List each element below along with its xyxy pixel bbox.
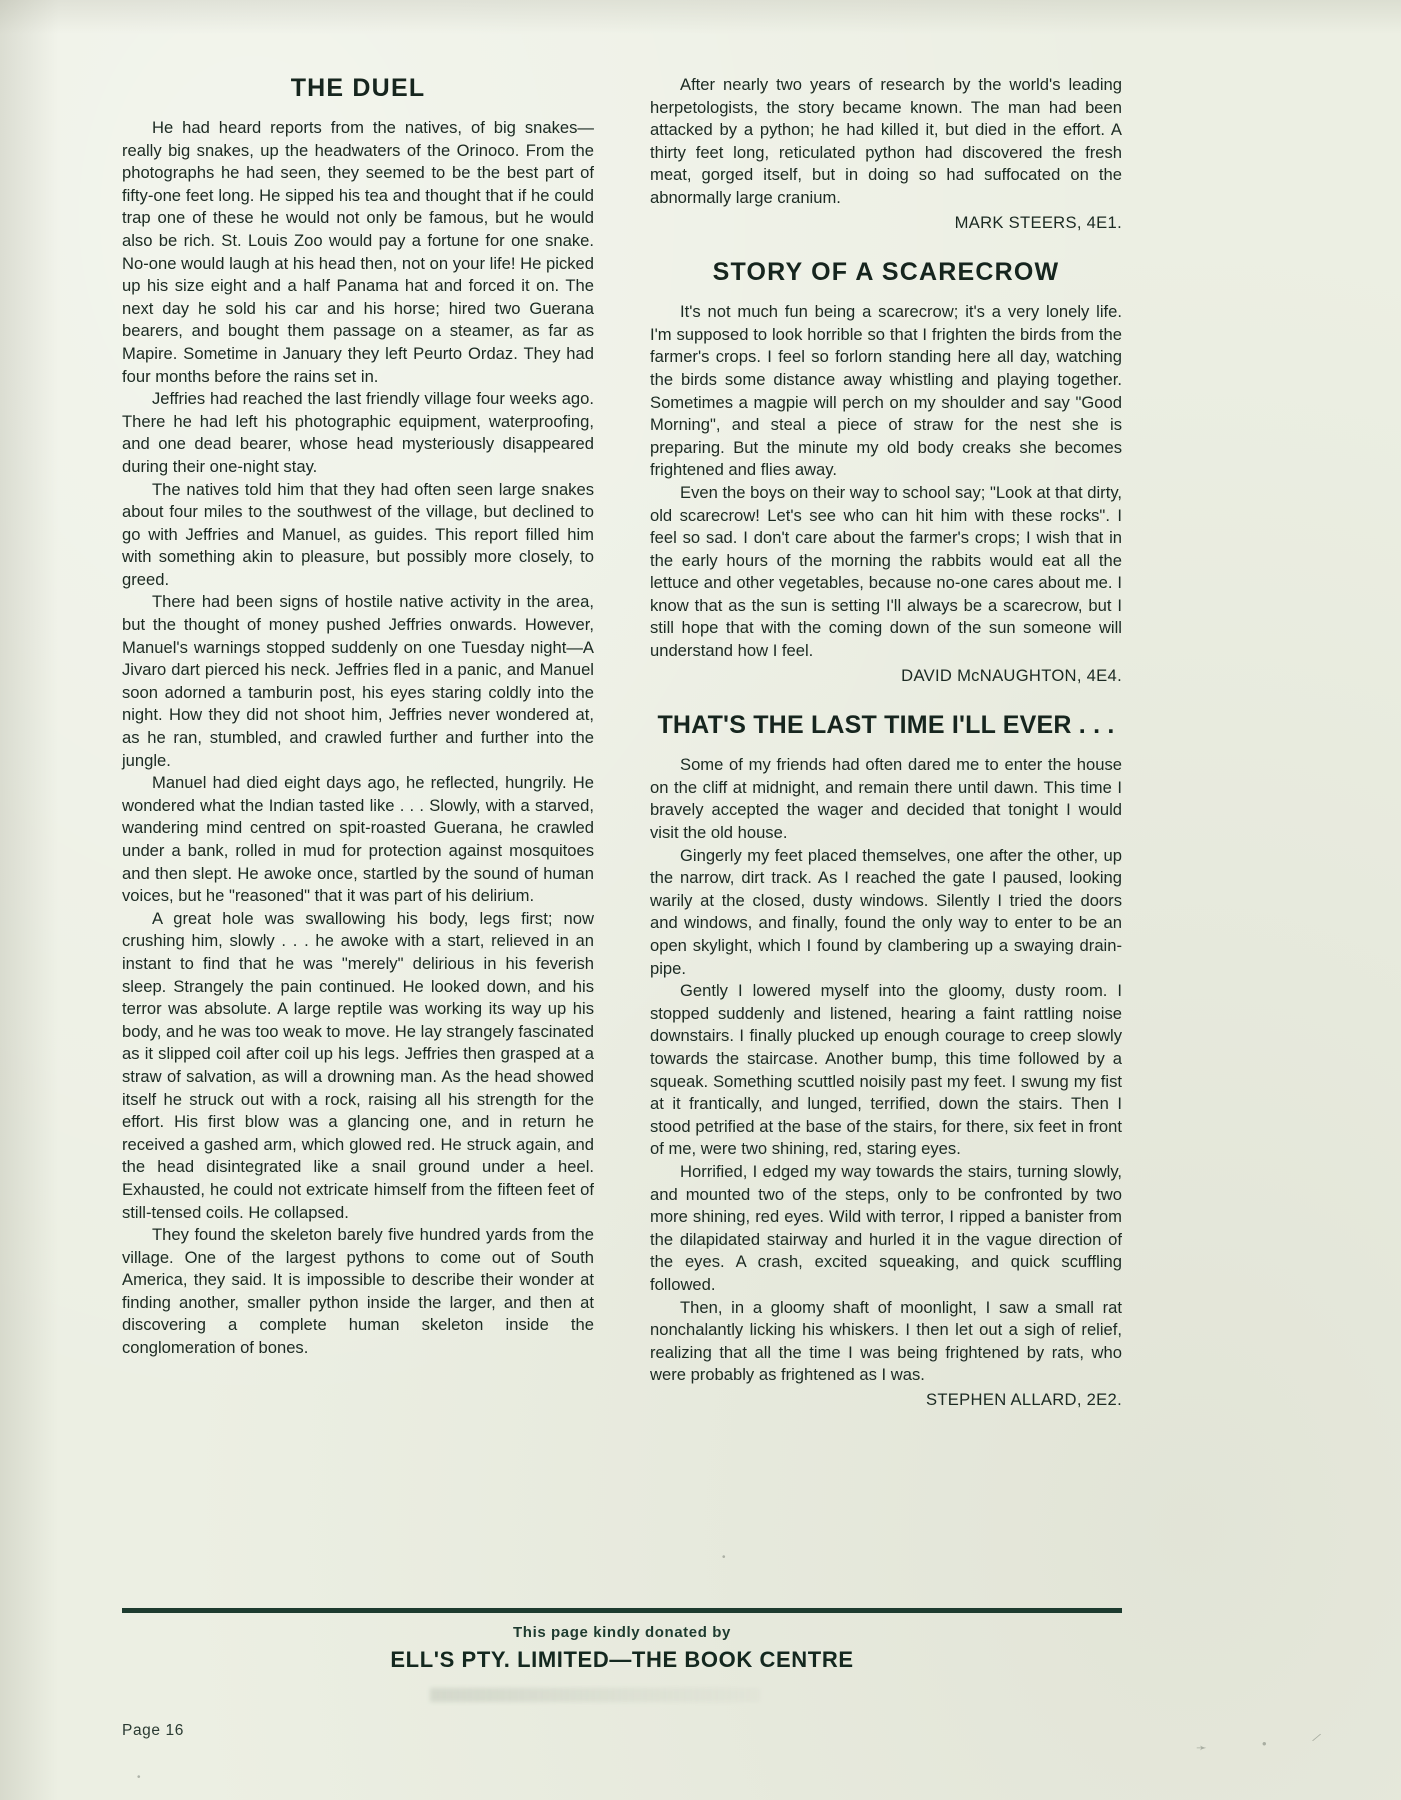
footer-donation-text: This page kindly donated by	[513, 1624, 731, 1641]
paragraph: Manuel had died eight days ago, he reflected, hungrily. He wondered what the Indian tasted like . . . Slowly, with a starved, wandering mind centred on spit-roasted Guerana, he crawled under a bank, rolled in mud for protection against mosquitoes and then slept. He awoke once, startled by the sound of human voices, but he "reasoned" that it was part of his delirium.	[122, 773, 594, 906]
article-byline: MARK STEERS, 4E1.	[954, 212, 1122, 232]
article-title-thats-the-last-time: THAT'S THE LAST TIME I'LL EVER . . .	[657, 711, 1115, 740]
page-content	[122, 74, 1122, 1411]
paragraph: It's not much fun being a scarecrow; it's a very lonely life. I'm supposed to look horrible so that I frighten the birds from the farmer's crops. I feel so forlorn standing here all day, watching the birds some distance away whistling and playing together. Sometimes a magpie will perch on my shoulder and say "Good Morning", and steal a piece of straw for the nest she is preparing. But the minute my old body creaks she becomes frightened and flies away.	[650, 302, 1122, 480]
footer-divider	[122, 1608, 1122, 1613]
paragraph: After nearly two years of research by the world's leading herpetologists, the story became known. The man had been attacked by a python; he had killed it, but died in the effort. A thirty feet long, reticulated python had discovered the fresh meat, gorged itself, but in doing so had suffocated on the abnormally large cranium.	[650, 75, 1122, 207]
paper-speck: •	[137, 1772, 141, 1783]
footer-sponsor	[122, 1624, 1122, 1673]
page-edge-shadow-left	[0, 0, 58, 1800]
paragraph: They found the skeleton barely five hundred yards from the village. One of the largest pythons to come out of South America, they said. It is impossible to describe their wonder at finding another, smaller python inside the larger, and then at discovering a complete human skeleton inside the conglomeration of bones.	[122, 1225, 594, 1358]
article-title-the-duel: THE DUEL	[290, 74, 426, 102]
article-byline: DAVID McNAUGHTON, 4E4.	[901, 665, 1122, 685]
paragraph: A great hole was swallowing his body, legs first; now crushing him, slowly . . . he awoke with a start, relieved in an instant to find that he was "merely" delirious in his feverish sleep. Strangely the pain continued. He looked down, and his terror was absolute. A large reptile was working its way up his body, and he was too weak to move. He lay strangely fascinated as it slipped coil after coil up his legs. Jeffries then grasped at a straw of salvation, as will a drowning man. As the head showed itself he struck out with a rock, raising all his strength for the effort. His first blow was a glancing one, and in return he received a gashed arm, which glowed red. He struck again, and the head disintegrated like a snail ground under a heel. Exhausted, he could not extricate himself from the fifteen feet of still-tensed coils. He collapsed.	[122, 908, 594, 1222]
footer-sponsor-name: ELL'S PTY. LIMITED—THE BOOK CENTRE	[390, 1647, 854, 1672]
left-column	[122, 74, 594, 1360]
paragraph: There had been signs of hostile native activity in the area, but the thought of money pushed Jeffries onwards. However, Manuel's warnings stopped suddenly on one Tuesday night—A Jivaro dart pierced his neck. Jeffries fled in a panic, and Manuel soon adorned a tamburin post, his eyes staring coldly into the night. How they did not shoot him, Jeffries never wondered at, as he ran, stumbled, and crawled further and further into the jungle.	[122, 592, 594, 770]
paragraph: Even the boys on their way to school say; "Look at that dirty, old scarecrow! Let's see who can hit him with these rocks". I feel so sad. I don't care about the farmer's crops; I wish that in the early hours of the morning the rabbits would eat all the lettuce and other vegetables, because no-one cares about me. I know that as the sun is setting I'll always be a scarecrow, but I still hope that with the coming down of the sun someone will understand how I feel.	[650, 482, 1122, 661]
page-number: Page 16	[122, 1722, 184, 1739]
article-byline: STEPHEN ALLARD, 2E2.	[926, 1389, 1122, 1409]
right-column	[650, 74, 1122, 1411]
paper-speck: •	[722, 1552, 726, 1563]
two-column-layout	[122, 74, 1122, 1411]
paragraph: Jeffries had reached the last friendly village four weeks ago. There he had left his photographic equipment, waterproofing, and one dead bearer, whose head mysteriously disappeared during their one-night stay.	[122, 389, 594, 476]
page-edge-shadow-top	[0, 0, 1401, 34]
paragraph: The natives told him that they had often seen large snakes about four miles to the southwest of the village, but declined to go with Jeffries and Manuel, as guides. This report filled him with something akin to pleasure, but possibly more closely, to greed.	[122, 479, 594, 589]
paragraph: Gently I lowered myself into the gloomy, dusty room. I stopped suddenly and listened, hearing a faint rattling noise downstairs. I finally plucked up enough courage to creep slowly towards the staircase. Another bump, this time followed by a squeak. Something scuttled noisily past my feet. I swung my fist at it frantically, and lunged, terrified, down the stairs. Then I stood petrified at the base of the stairs, for there, six feet in front of me, were two shining, red, staring eyes.	[650, 981, 1122, 1159]
article-title-story-of-a-scarecrow: STORY OF A SCARECROW	[712, 258, 1060, 287]
paper-speck: •	[1262, 1736, 1267, 1751]
paragraph: He had heard reports from the natives, of big snakes—really big snakes, up the headwaters of the Orinoco. From the photographs he had seen, they seemed to be the best part of fifty-one feet long. He sipped his tea and thought that if he could trap one of these he would not only be famous, but he would also be rich. St. Louis Zoo would pay a fortune for one snake. No-one would laugh at his head then, not on your life! He picked up his size eight and a half Panama hat and forced it on. The next day he sold his car and his horse; hired two Guerana bearers, and bought them passage on a steamer, as far as Mapire. Sometime in January they left Peurto Ordaz. They had four months before the rains set in.	[122, 118, 594, 386]
paper-speck: ➛	[1196, 1740, 1207, 1755]
paragraph: Gingerly my feet placed themselves, one after the other, up the narrow, dirt track. As I reached the gate I paused, looking warily at the closed, dusty windows. Silently I tried the doors and windows, and finally, found the only way to enter to be an open skylight, which I found by clambering up a swaying drain-pipe.	[650, 845, 1122, 978]
paper-speck: ⁄	[1313, 1730, 1321, 1745]
paragraph: Then, in a gloomy shaft of moonlight, I saw a small rat nonchalantly licking his whiskers. I then let out a sigh of relief, realizing that all the time I was being frightened by rats, who were probably as frightened as I was.	[650, 1297, 1122, 1385]
paper-bleedthrough	[430, 1688, 760, 1702]
paragraph: Horrified, I edged my way towards the stairs, turning slowly, and mounted two of the steps, only to be confronted by two more shining, red eyes. Wild with terror, I ripped a banister from the dilapidated stairway and hurled it in the vague direction of the eyes. A crash, excited squeaking, and quick scuffling followed.	[650, 1161, 1122, 1294]
paragraph: Some of my friends had often dared me to enter the house on the cliff at midnight, and remain there until dawn. This time I bravely accepted the wager and decided that tonight I would visit the old house.	[650, 755, 1122, 843]
